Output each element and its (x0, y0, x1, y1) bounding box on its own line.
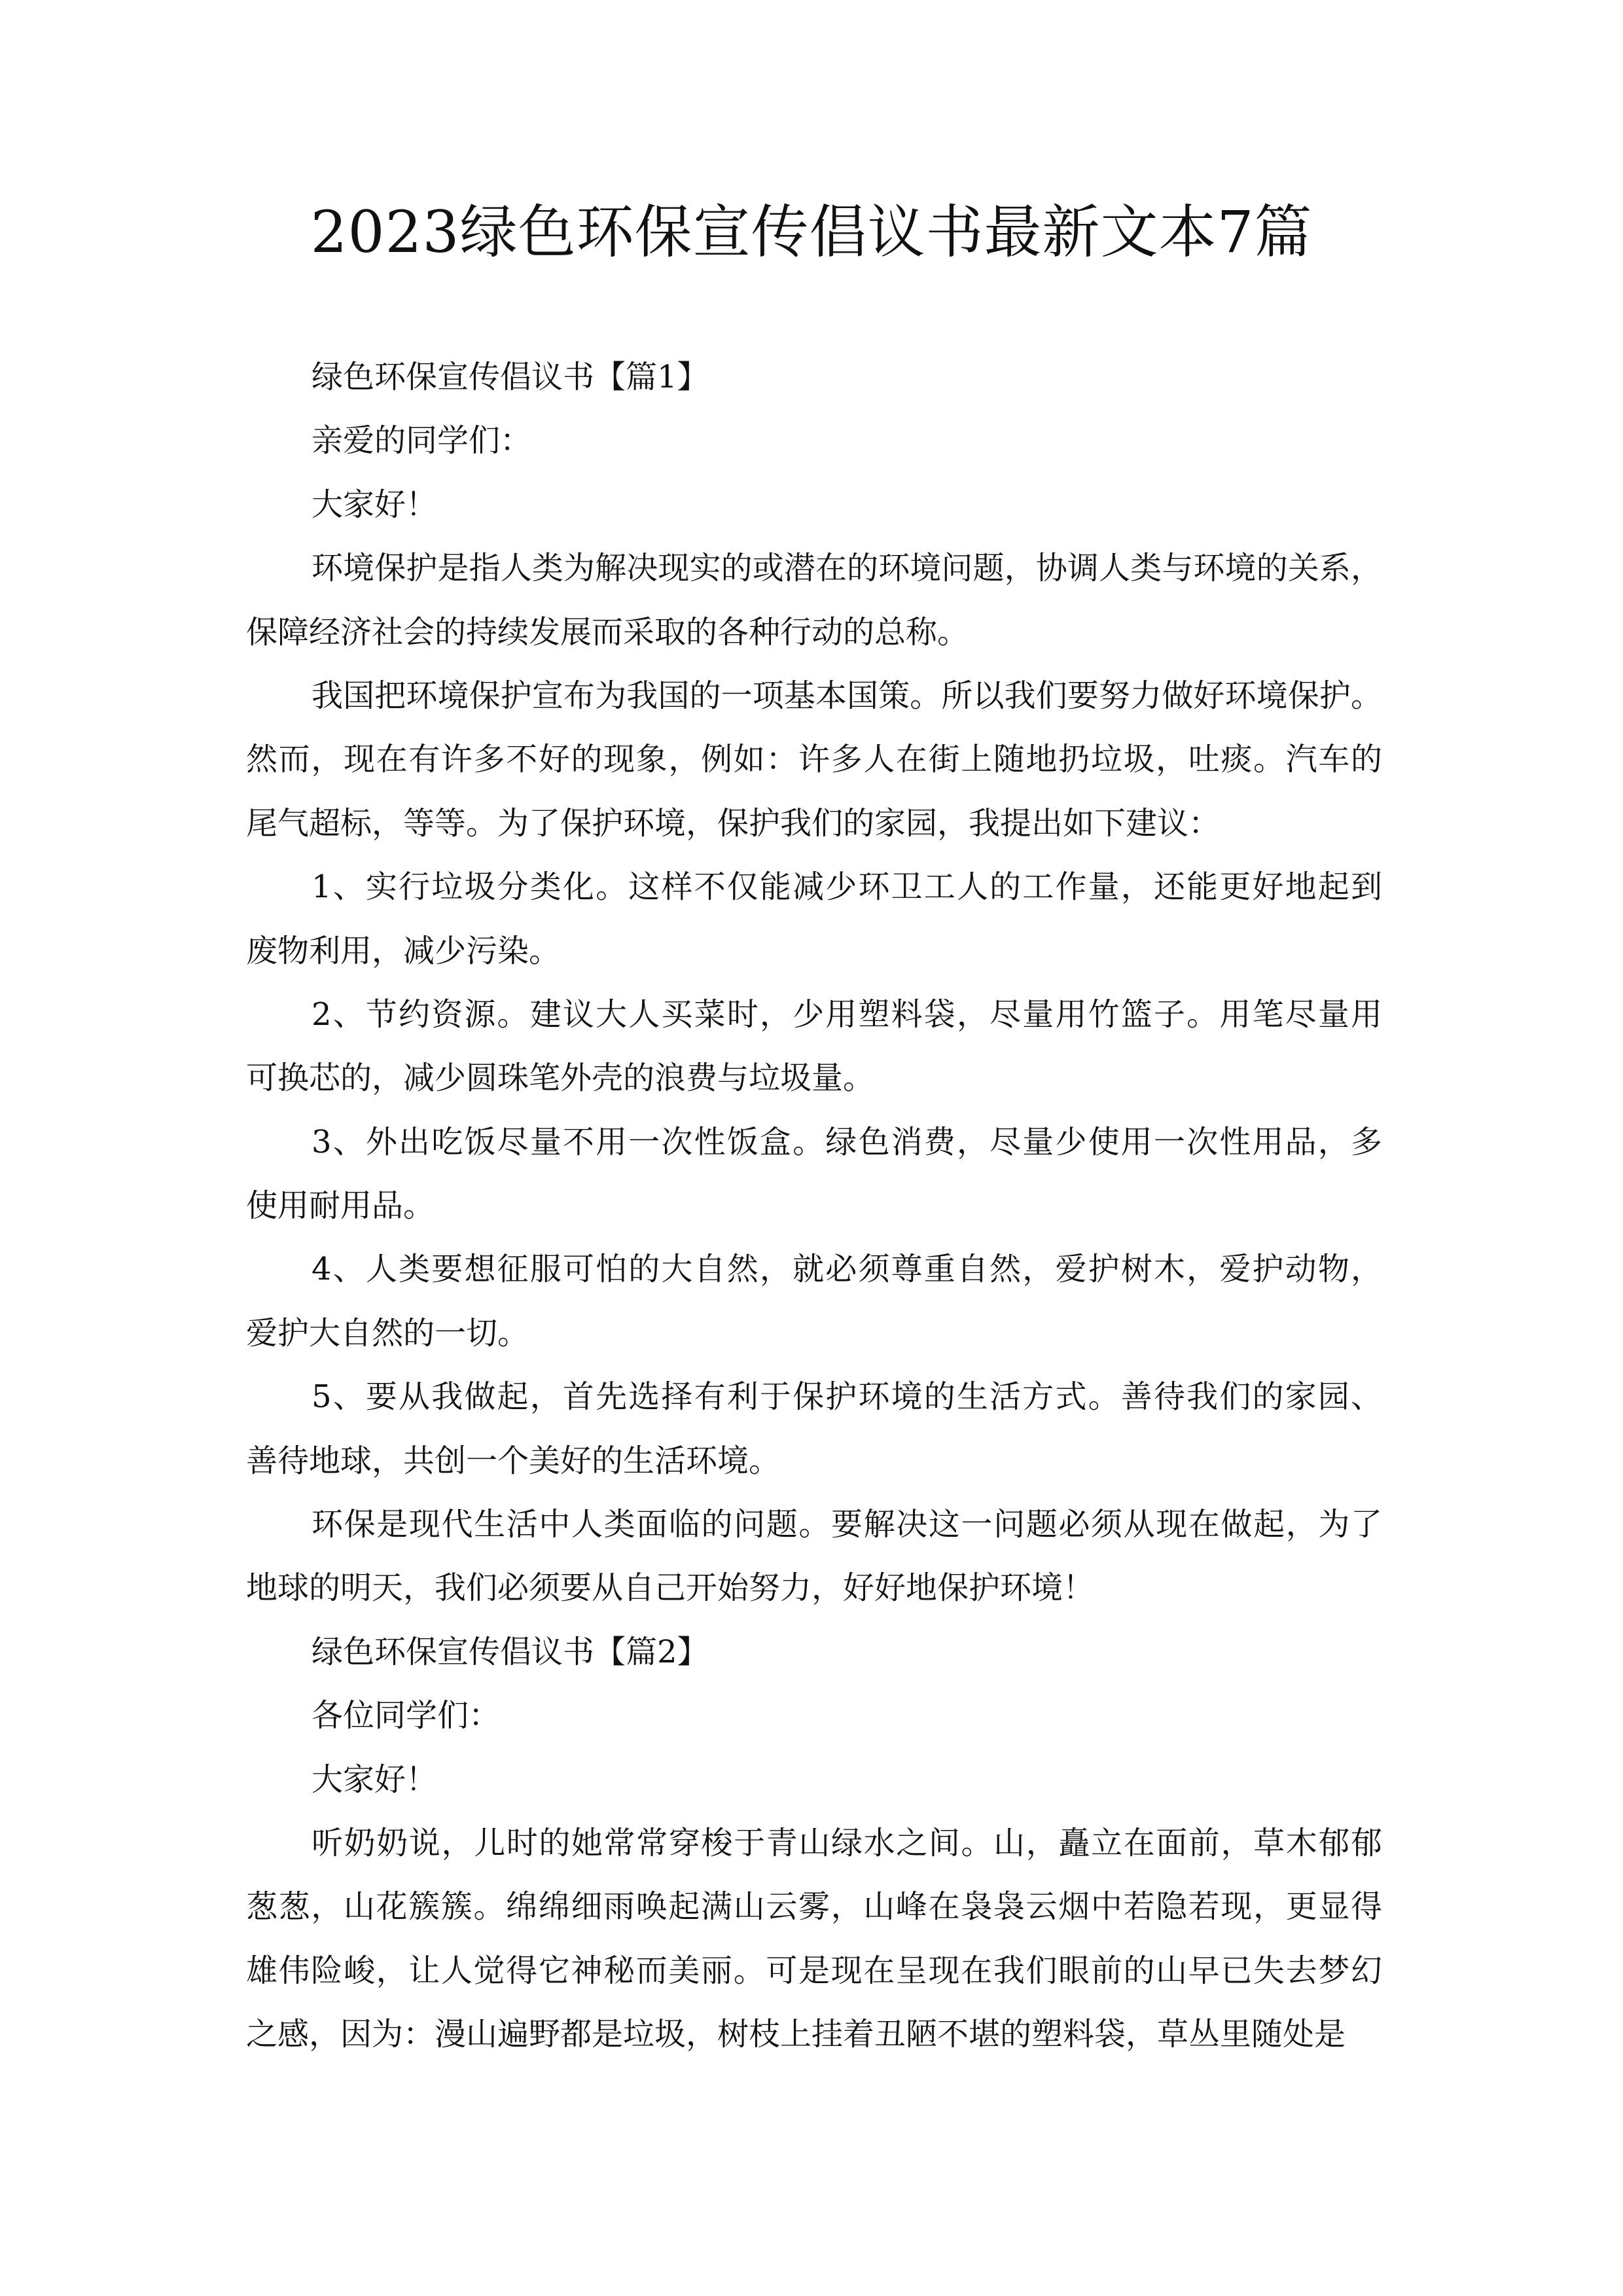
text-line: 使用耐用品。 (246, 1187, 435, 1225)
paragraph (246, 1621, 1382, 1684)
paragraph (246, 537, 1382, 664)
text-line: 善待地球，共创一个美好的生活环境。 (246, 1442, 781, 1479)
text-line: 废物利用，减少污染。 (246, 932, 561, 969)
paragraph (246, 1111, 1382, 1238)
document-body (246, 346, 1382, 2067)
text-line: 绿色环保宣传倡议书【篇2】 (312, 1633, 709, 1670)
paragraph (246, 473, 1382, 537)
text-line: 2、节约资源。建议大人买菜时，少用塑料袋，尽量用竹篮子。用笔尽量用 (312, 996, 1382, 1033)
text-line: 之感，因为：漫山遍野都是垃圾，树枝上挂着丑陋不堪的塑料袋，草丛里随处是 (246, 2016, 1346, 2053)
paragraph (246, 409, 1382, 473)
text-line: 环境保护是指人类为解决现实的或潜在的环境问题，协调人类与环境的关系， (312, 550, 1382, 587)
text-line: 大家好！ (312, 1761, 438, 1798)
text-line: 亲爱的同学们： (312, 422, 532, 459)
text-line: 听奶奶说，儿时的她常常穿梭于青山绿水之间。山，矗立在面前，草木郁郁 (312, 1824, 1382, 1861)
paragraph (246, 1812, 1382, 2067)
paragraph (246, 983, 1382, 1111)
text-line: 3、外出吃饭尽量不用一次性饭盒。绿色消费，尽量少使用一次性用品，多 (312, 1123, 1382, 1160)
text-line: 葱葱，山花簇簇。绵绵细雨唤起满山云雾，山峰在袅袅云烟中若隐若现，更显得 (246, 1888, 1382, 1926)
text-line: 地球的明天，我们必须要从自己开始努力，好好地保护环境！ (246, 1570, 1095, 1607)
paragraph (246, 1684, 1382, 1748)
text-line: 爱护大自然的一切。 (246, 1314, 529, 1352)
text-line: 绿色环保宣传倡议书【篇1】 (312, 359, 709, 395)
paragraph (246, 1748, 1382, 1812)
text-line: 环保是现代生活中人类面临的问题。要解决这一问题必须从现在做起，为了 (312, 1506, 1382, 1543)
document-title: 2023绿色环保宣传倡议书最新文本7篇 (310, 198, 1313, 266)
text-line: 大家好！ (312, 486, 438, 523)
text-line: 可换芯的，减少圆珠笔外壳的浪费与垃圾量。 (246, 1060, 875, 1097)
text-line: 各位同学们： (312, 1697, 501, 1734)
paragraph (246, 1238, 1382, 1365)
text-line: 我国把环境保护宣布为我国的一项基本国策。所以我们要努力做好环境保护。 (312, 677, 1382, 714)
text-line: 雄伟险峻，让人觉得它神秘而美丽。可是现在呈现在我们眼前的山早已失去梦幻 (246, 1952, 1382, 1989)
paragraph (246, 855, 1382, 983)
text-line: 1、实行垃圾分类化。这样不仅能减少环卫工人的工作量，还能更好地起到 (312, 869, 1382, 906)
text-line: 保障经济社会的持续发展而采取的各种行动的总称。 (246, 613, 969, 651)
paragraph (246, 1493, 1382, 1621)
text-line: 5、要从我做起，首先选择有利于保护环境的生活方式。善待我们的家园、 (312, 1378, 1382, 1416)
paragraph (246, 664, 1382, 855)
text-line: 然而，现在有许多不好的现象，例如：许多人在街上随地扔垃圾，吐痰。汽车的 (246, 741, 1382, 778)
text-line: 4、人类要想征服可怕的大自然，就必须尊重自然，爱护树木，爱护动物， (312, 1251, 1382, 1288)
paragraph (246, 346, 1382, 409)
paragraph (246, 1365, 1382, 1493)
text-line: 尾气超标，等等。为了保护环境，保护我们的家园，我提出如下建议： (246, 804, 1221, 842)
